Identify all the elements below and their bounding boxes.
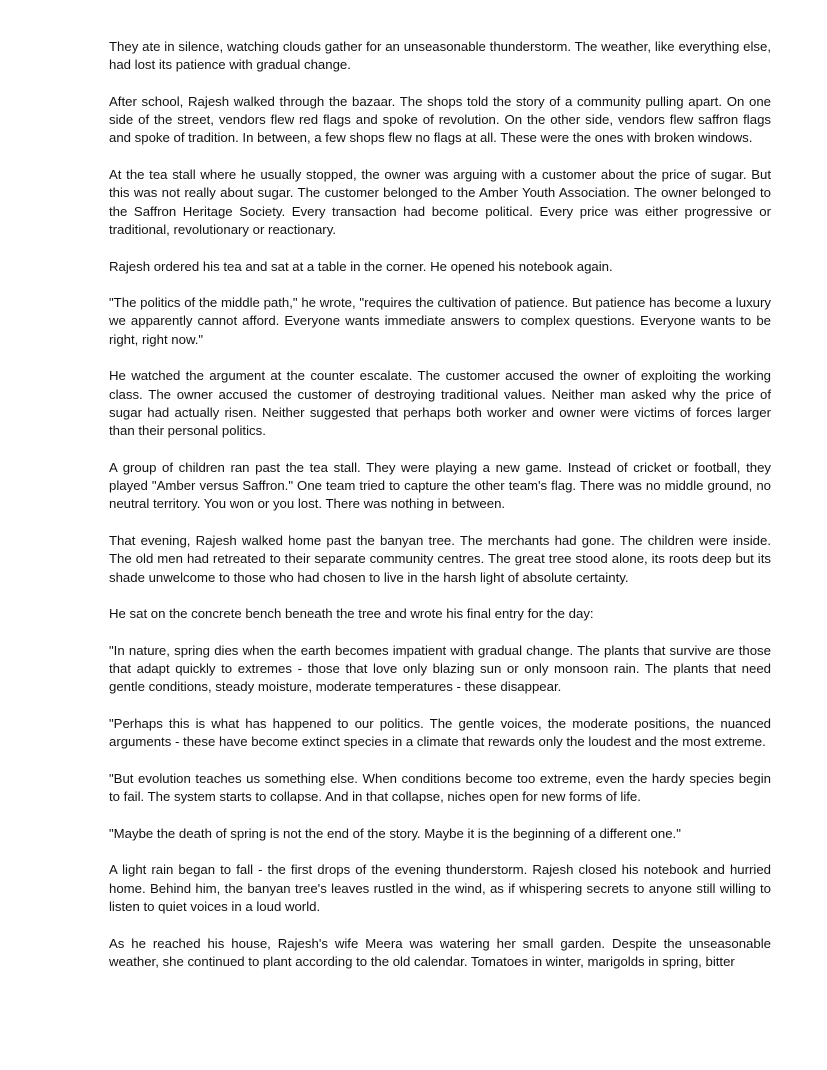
paragraph-3: At the tea stall where he usually stopped, the owner was arguing with a customer about the price of sugar. But this was not really about sugar. The customer belonged to the Amber Youth Association. The owner belonged to the Saffron Heritage Society. Every transaction had become political. Every price was either progressive or traditional, revolutionary or reactionary. — [109, 167, 771, 237]
paragraph-12: "But evolution teaches us something else. When conditions become too extreme, even the hardy species begin to fail. The system starts to collapse. And in that collapse, niches open for new forms of life. — [109, 770, 771, 805]
document-page — [109, 38, 771, 989]
paragraph-7: A group of children ran past the tea stall. They were playing a new game. Instead of cricket or football, they played "Amber versus Saffron." One team tried to capture the other team's flag. There was no middle ground, no neutral territory. You won or you lost. There was nothing in between. — [109, 459, 771, 512]
paragraph-14: A light rain began to fall - the first drops of the evening thunderstorm. Rajesh closed his notebook and hurried home. Behind him, the banyan tree's leaves rustled in the wind, as if whispering secrets to anyone still willing to listen to quiet voices in a loud world. — [109, 862, 771, 914]
paragraph-1: They ate in silence, watching clouds gather for an unseasonable thunderstorm. The weather, like everything else, had lost its patience with gradual change. — [109, 39, 771, 73]
paragraph-2: After school, Rajesh walked through the bazaar. The shops told the story of a community pulling apart. On one side of the street, vendors flew red flags and spoke of revolution. On the other side, vendors flew saffron flags and spoke of tradition. In between, a few shops flew no flags at all. These were the ones with broken windows. — [109, 93, 771, 146]
paragraph-9: He sat on the concrete bench beneath the tree and wrote his final entry for the day: — [109, 606, 594, 622]
paragraph-6: He watched the argument at the counter escalate. The customer accused the owner of exploiting the working class. The owner accused the customer of destroying traditional values. Neither man asked why the price of sugar had actually risen. Neither suggested that perhaps both worker and owner were victims of forces larger than their personal politics. — [109, 368, 771, 439]
paragraph-8: That evening, Rajesh walked home past the banyan tree. The merchants had gone. The children were inside. The old men had retreated to their separate community centres. The great tree stood alone, its roots deep but its shade unwelcome to those who had chosen to live in the harsh light of absolute certainty. — [109, 533, 771, 585]
paragraph-15: As he reached his house, Rajesh's wife Meera was watering her small garden. Despite the unseasonable weather, she continued to plant according to the old calendar. Tomatoes in winter, marigolds in spring, bitter — [109, 935, 771, 969]
paragraph-5: "The politics of the middle path," he wrote, "requires the cultivation of patience. But patience has become a luxury we apparently cannot afford. Everyone wants immediate answers to complex questions. Everyone wants to be right, right now." — [109, 295, 771, 347]
paragraph-4: Rajesh ordered his tea and sat at a table in the corner. He opened his notebook again. — [109, 258, 613, 274]
paragraph-13: "Maybe the death of spring is not the end of the story. Maybe it is the beginning of a different one." — [109, 825, 681, 841]
paragraph-10: "In nature, spring dies when the earth becomes impatient with gradual change. The plants that survive are those that adapt quickly to extremes - those that love only blazing sun or only monsoon rain. The plants that need gentle conditions, steady moisture, moderate temperatures - these disappear. — [109, 642, 771, 695]
paragraph-11: "Perhaps this is what has happened to our politics. The gentle voices, the moderate positions, the nuanced arguments - these have become extinct species in a climate that rewards only the loudest and the most extreme. — [109, 715, 771, 750]
